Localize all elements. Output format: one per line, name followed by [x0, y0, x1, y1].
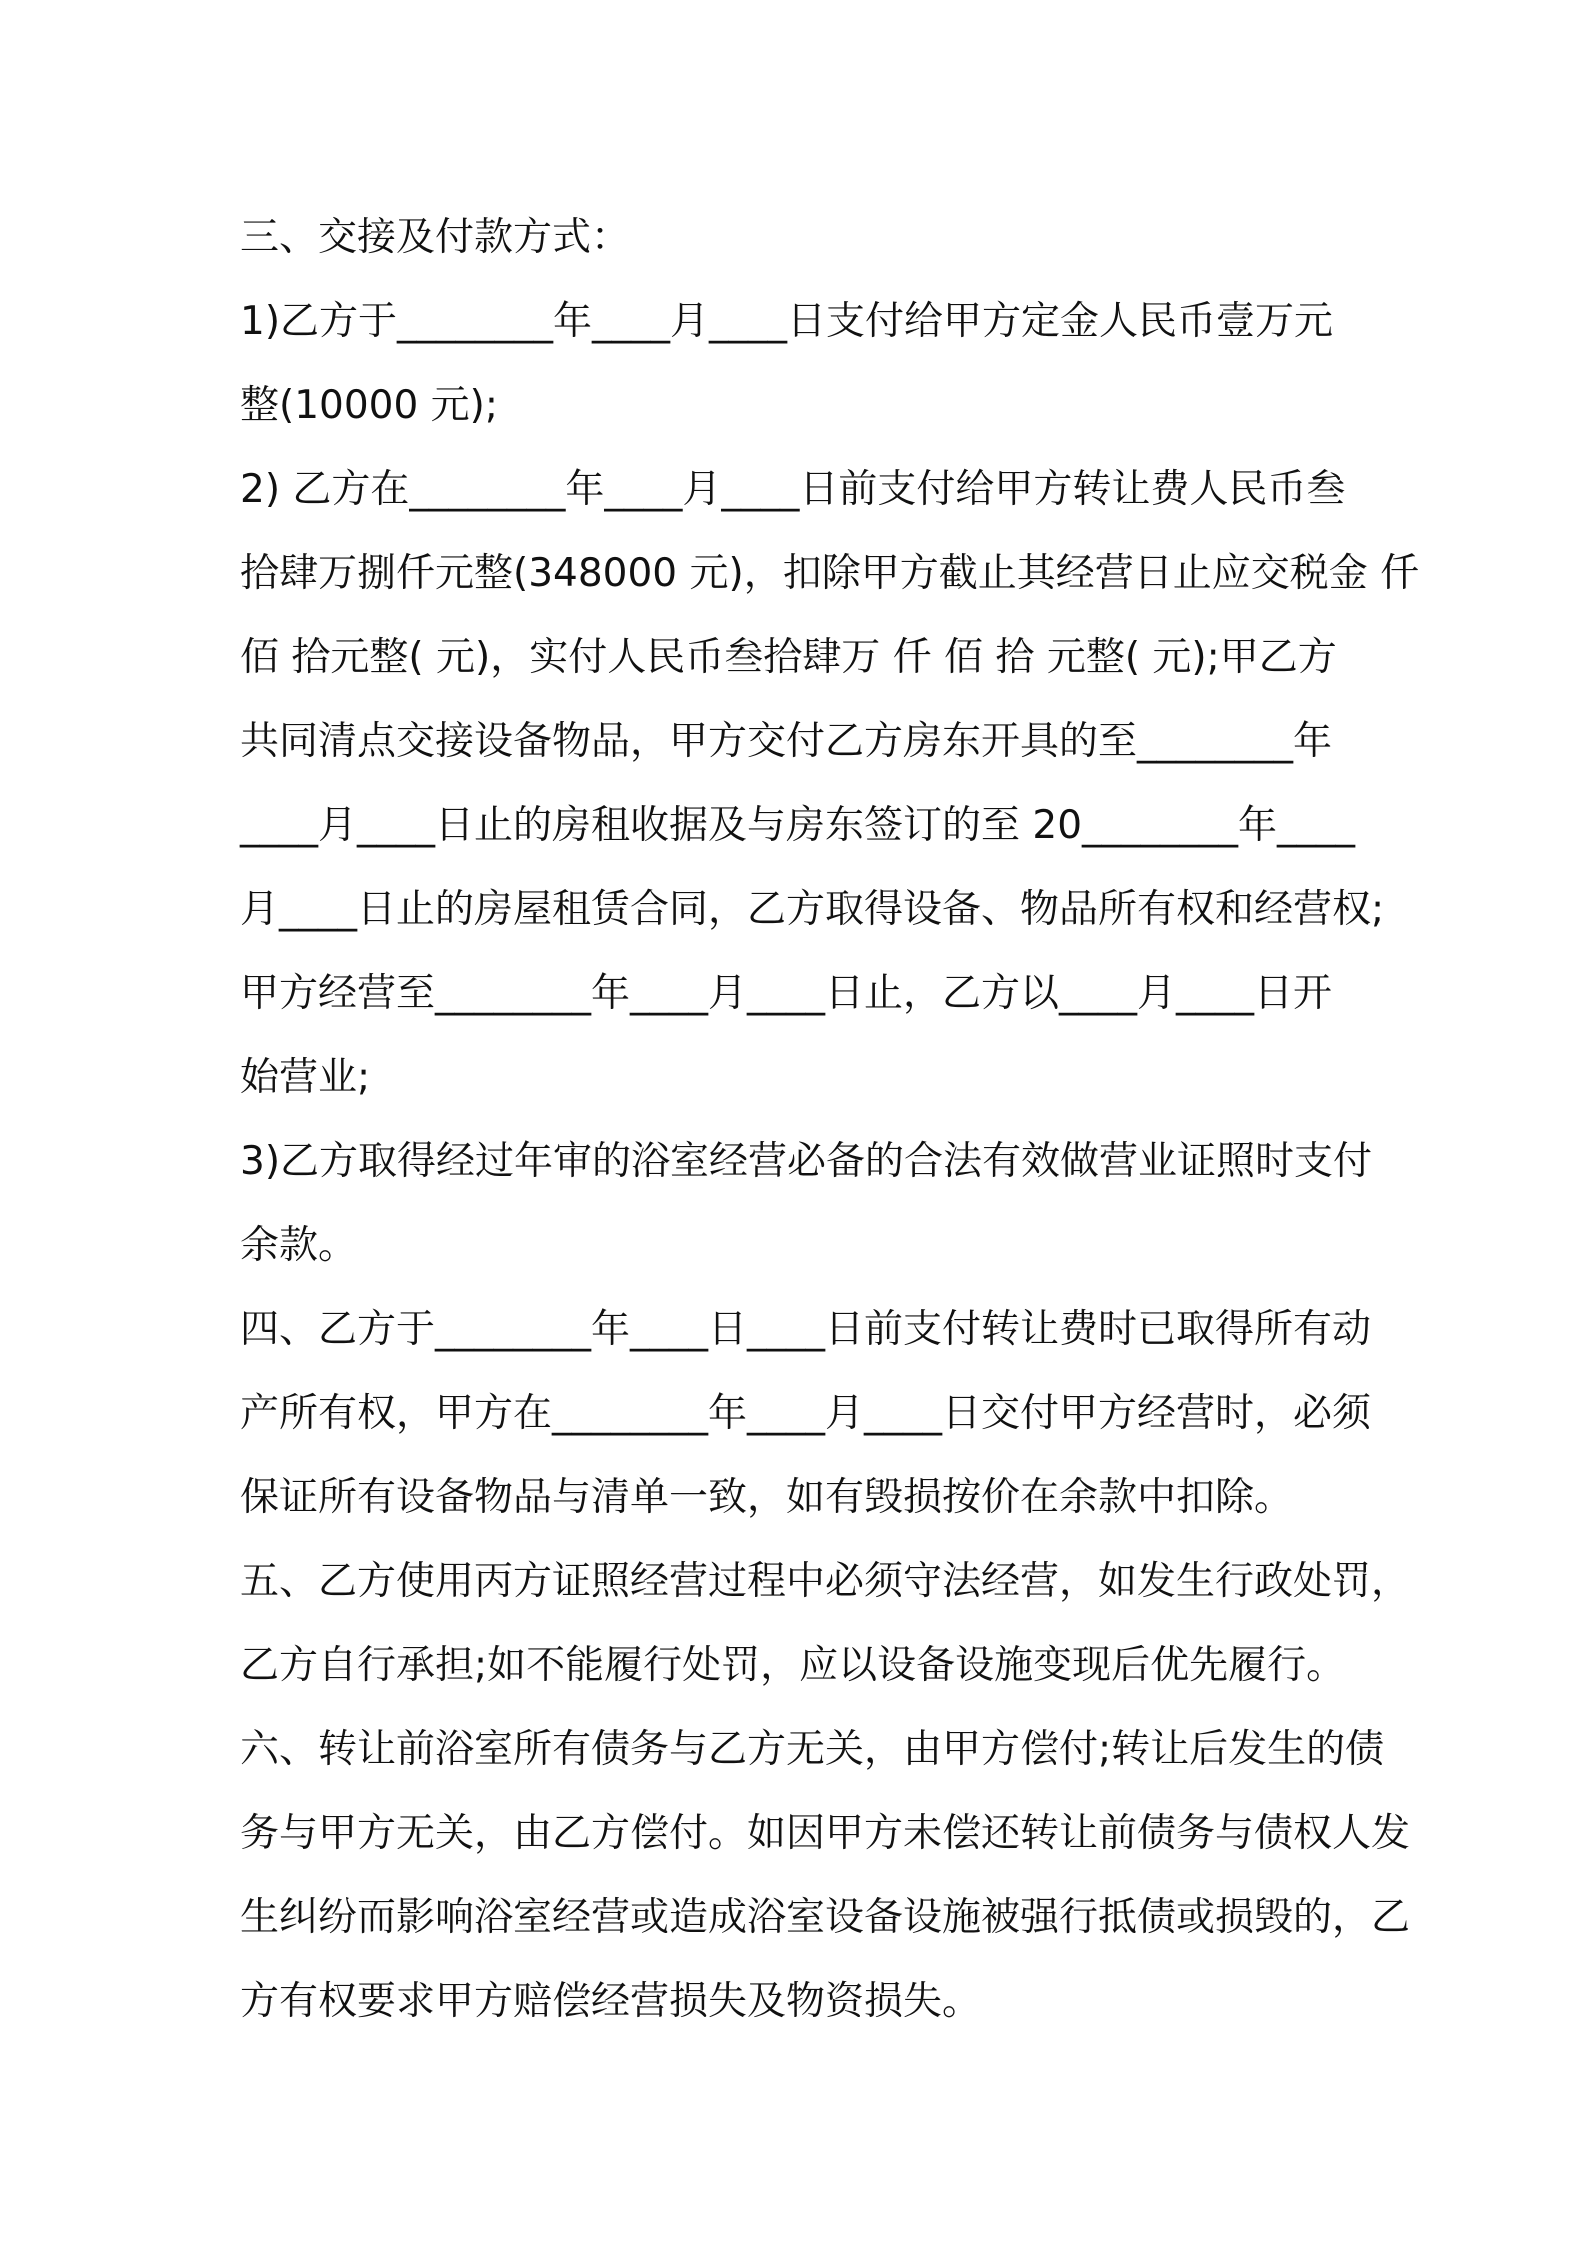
section-6-line-1: 六、转让前浴室所有债务与乙方无关，由甲方偿付;转让后发生的债 — [240, 1727, 1385, 1772]
clause-3-2-line-5: ____月____日止的房租收据及与房东签订的至 20________年____ — [240, 803, 1356, 848]
clause-3-2-line-2: 拾肆万捌仟元整(348000 元)，扣除甲方截止其经营日止应交税金 仟 — [240, 551, 1420, 596]
clause-3-3-line-1: 3)乙方取得经过年审的浴室经营必备的合法有效做营业证照时支付 — [240, 1139, 1373, 1184]
section-4-line-2: 产所有权，甲方在________年____月____日交付甲方经营时，必须 — [240, 1391, 1372, 1436]
clause-3-1-line-1: 1)乙方于________年____月____日支付给甲方定金人民币壹万元 — [240, 299, 1334, 344]
clause-3-2-line-1: 2) 乙方在________年____月____日前支付给甲方转让费人民币叁 — [240, 467, 1346, 512]
section-3-heading: 三、交接及付款方式： — [240, 215, 631, 260]
section-5-line-1: 五、乙方使用丙方证照经营过程中必须守法经营，如发生行政处罚， — [240, 1559, 1411, 1604]
clause-3-1-line-2: 整(10000 元); — [240, 383, 499, 428]
clause-3-2-line-7: 甲方经营至________年____月____日止，乙方以____月____日开 — [240, 971, 1333, 1016]
clause-3-2-line-6: 月____日止的房屋租赁合同，乙方取得设备、物品所有权和经营权; — [240, 887, 1385, 932]
section-6-line-3: 生纠纷而影响浴室经营或造成浴室设备设施被强行抵债或损毁的，乙 — [240, 1895, 1411, 1940]
clause-3-2-line-4: 共同清点交接设备物品，甲方交付乙方房东开具的至________年 — [240, 719, 1333, 764]
section-4-line-3: 保证所有设备物品与清单一致，如有毁损按价在余款中扣除。 — [240, 1475, 1294, 1520]
section-6-line-4: 方有权要求甲方赔偿经营损失及物资损失。 — [240, 1979, 982, 2024]
section-4-line-1: 四、乙方于________年____日____日前支付转让费时已取得所有动 — [240, 1307, 1372, 1352]
clause-3-2-line-3: 佰 拾元整( 元)，实付人民币叁拾肆万 仟 佰 拾 元整( 元);甲乙方 — [240, 635, 1337, 680]
section-5-line-2: 乙方自行承担;如不能履行处罚，应以设备设施变现后优先履行。 — [240, 1643, 1346, 1688]
section-6-line-2: 务与甲方无关，由乙方偿付。如因甲方未偿还转让前债务与债权人发 — [240, 1811, 1411, 1856]
clause-3-3-line-2: 余款。 — [240, 1223, 358, 1268]
clause-3-2-line-8: 始营业; — [240, 1055, 371, 1100]
document-body — [240, 196, 1420, 2044]
